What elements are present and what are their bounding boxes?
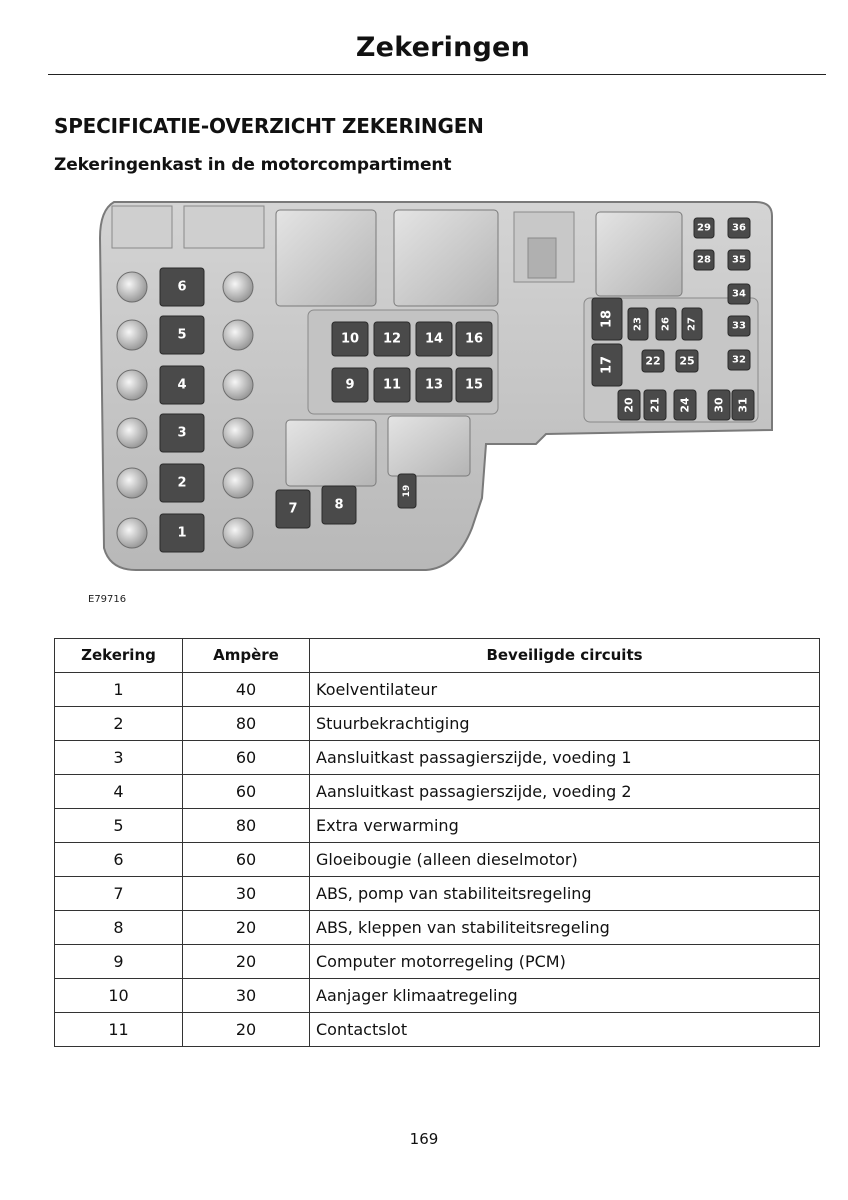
circuit-description: Koelventilateur [310, 673, 820, 707]
stud-bolt [117, 320, 147, 350]
fuse-label: 9 [345, 377, 355, 393]
fuse-label: 24 [678, 397, 692, 413]
fuse-label: 16 [464, 331, 484, 347]
ampere-value: 30 [183, 979, 310, 1013]
fuse-17 [592, 344, 622, 386]
fuse-label: 15 [464, 377, 484, 393]
ampere-value: 80 [183, 809, 310, 843]
header-ampere: Ampère [183, 639, 310, 673]
fuse-6 [160, 268, 204, 306]
header-fuse: Zekering [55, 639, 183, 673]
fuse-label: 29 [697, 222, 711, 234]
table-row [55, 843, 820, 877]
fuse-label: 11 [382, 377, 402, 393]
circuit-description: Aansluitkast passagierszijde, voeding 2 [310, 775, 820, 809]
stud-bolt [223, 272, 253, 302]
stud-bolt [223, 468, 253, 498]
stud-bolt [117, 468, 147, 498]
ampere-value: 20 [183, 1013, 310, 1047]
fuse-label: 36 [732, 222, 746, 234]
fuse-number: 5 [55, 809, 183, 843]
stud-bolt [223, 518, 253, 548]
fuse-24 [674, 390, 696, 420]
fuse-5 [160, 316, 204, 354]
fuse-15 [456, 368, 492, 402]
figure-code: E79716 [88, 594, 127, 605]
fuse-label: 2 [177, 475, 187, 491]
ampere-value: 60 [183, 775, 310, 809]
top-connector [112, 206, 172, 248]
fuse-label: 34 [732, 288, 746, 300]
fuse-7 [276, 490, 310, 528]
fuse-number: 7 [55, 877, 183, 911]
fuse-16 [456, 322, 492, 356]
table-row [55, 979, 820, 1013]
fuse-26 [656, 308, 676, 340]
circuit-description: ABS, pomp van stabiliteitsregeling [310, 877, 820, 911]
fuse-label: 5 [177, 327, 187, 343]
circuit-description: Extra verwarming [310, 809, 820, 843]
stud-bolt [117, 370, 147, 400]
fuse-33 [728, 316, 750, 336]
fuse-label: 30 [712, 397, 726, 413]
circuit-description: Contactslot [310, 1013, 820, 1047]
fuse-number: 1 [55, 673, 183, 707]
ampere-value: 40 [183, 673, 310, 707]
stud-bolt [117, 418, 147, 448]
fuse-number: 2 [55, 707, 183, 741]
fuse-13 [416, 368, 452, 402]
table-row [55, 809, 820, 843]
fuse-11 [374, 368, 410, 402]
page-header [48, 28, 826, 75]
stud-bolt [117, 272, 147, 302]
relay [286, 420, 376, 486]
relay [276, 210, 376, 306]
circuit-description: Stuurbekrachtiging [310, 707, 820, 741]
fuse-label: 23 [632, 317, 644, 331]
fuse-21 [644, 390, 666, 420]
fuse-label: 22 [645, 354, 661, 368]
table-row [55, 1013, 820, 1047]
fuse-4 [160, 366, 204, 404]
fuse-label: 14 [424, 331, 444, 347]
fuse-label: 32 [732, 354, 746, 366]
connector-slot [528, 238, 556, 278]
fuse-35 [728, 250, 750, 270]
fuse-27 [682, 308, 702, 340]
table-header-row [55, 639, 820, 673]
fuse-number: 8 [55, 911, 183, 945]
fuse-2 [160, 464, 204, 502]
header-circuits: Beveiligde circuits [310, 639, 820, 673]
relay [394, 210, 498, 306]
fuse-3 [160, 414, 204, 452]
stud-bolt [223, 320, 253, 350]
table-row [55, 775, 820, 809]
table-row [55, 707, 820, 741]
table-row [55, 741, 820, 775]
circuit-description: Computer motorregeling (PCM) [310, 945, 820, 979]
ampere-value: 80 [183, 707, 310, 741]
fuse-label: 25 [679, 354, 695, 368]
fuse-30 [708, 390, 730, 420]
fuse-number: 9 [55, 945, 183, 979]
fuse-19 [398, 474, 416, 508]
fuse-label: 28 [697, 254, 711, 266]
fuse-label: 17 [599, 355, 615, 375]
fuse-number: 4 [55, 775, 183, 809]
fuse-25 [676, 350, 698, 372]
fuse-label: 7 [288, 501, 298, 517]
relay [596, 212, 682, 296]
fuse-28 [694, 250, 714, 270]
fuse-22 [642, 350, 664, 372]
fuse-32 [728, 350, 750, 370]
fuse-label: 18 [599, 309, 615, 329]
subsection-title: Zekeringenkast in de motorcompartiment [54, 155, 452, 175]
fuse-label: 13 [424, 377, 444, 393]
fuse-label: 12 [382, 331, 402, 347]
fuse-number: 6 [55, 843, 183, 877]
fuse-label: 20 [622, 397, 636, 413]
circuit-description: ABS, kleppen van stabiliteitsregeling [310, 911, 820, 945]
fuse-label: 27 [686, 317, 698, 331]
fuse-label: 1 [177, 525, 187, 541]
circuit-description: Gloeibougie (alleen dieselmotor) [310, 843, 820, 877]
stud-bolt [223, 370, 253, 400]
fuse-36 [728, 218, 750, 238]
fuse-20 [618, 390, 640, 420]
fuse-34 [728, 284, 750, 304]
fuse-18 [592, 298, 622, 340]
page-number: 169 [409, 1130, 439, 1148]
ampere-value: 30 [183, 877, 310, 911]
ampere-value: 20 [183, 945, 310, 979]
circuit-description: Aanjager klimaatregeling [310, 979, 820, 1013]
table-row [55, 877, 820, 911]
fuse-label: 35 [732, 254, 746, 266]
stud-bolt [117, 518, 147, 548]
fuse-label: 8 [334, 497, 344, 513]
fuse-specification-table [54, 638, 820, 1047]
table-row [55, 911, 820, 945]
fuse-9 [332, 368, 368, 402]
ampere-value: 60 [183, 741, 310, 775]
ampere-value: 20 [183, 911, 310, 945]
fuse-number: 10 [55, 979, 183, 1013]
fuse-29 [694, 218, 714, 238]
fuse-label: 33 [732, 320, 746, 332]
ampere-value: 60 [183, 843, 310, 877]
fuse-label: 10 [340, 331, 360, 347]
section-title: SPECIFICATIE-OVERZICHT ZEKERINGEN [54, 114, 484, 138]
fuse-number: 3 [55, 741, 183, 775]
fuse-label: 21 [648, 397, 662, 413]
fuse-box-diagram [96, 198, 784, 578]
top-connector [184, 206, 264, 248]
page-title: Zekeringen [355, 32, 530, 63]
fuse-label: 19 [402, 484, 412, 498]
fuse-label: 26 [660, 317, 672, 331]
fuse-8 [322, 486, 356, 524]
fuse-31 [732, 390, 754, 420]
fuse-10 [332, 322, 368, 356]
fuse-14 [416, 322, 452, 356]
table-row [55, 673, 820, 707]
fuse-label: 4 [177, 377, 187, 393]
fuse-label: 3 [177, 425, 187, 441]
stud-bolt [223, 418, 253, 448]
table-row [55, 945, 820, 979]
fuse-label: 31 [736, 397, 750, 413]
fuse-number: 11 [55, 1013, 183, 1047]
fuse-23 [628, 308, 648, 340]
fuse-1 [160, 514, 204, 552]
fuse-12 [374, 322, 410, 356]
circuit-description: Aansluitkast passagierszijde, voeding 1 [310, 741, 820, 775]
relay [388, 416, 470, 476]
fuse-label: 6 [177, 279, 187, 295]
